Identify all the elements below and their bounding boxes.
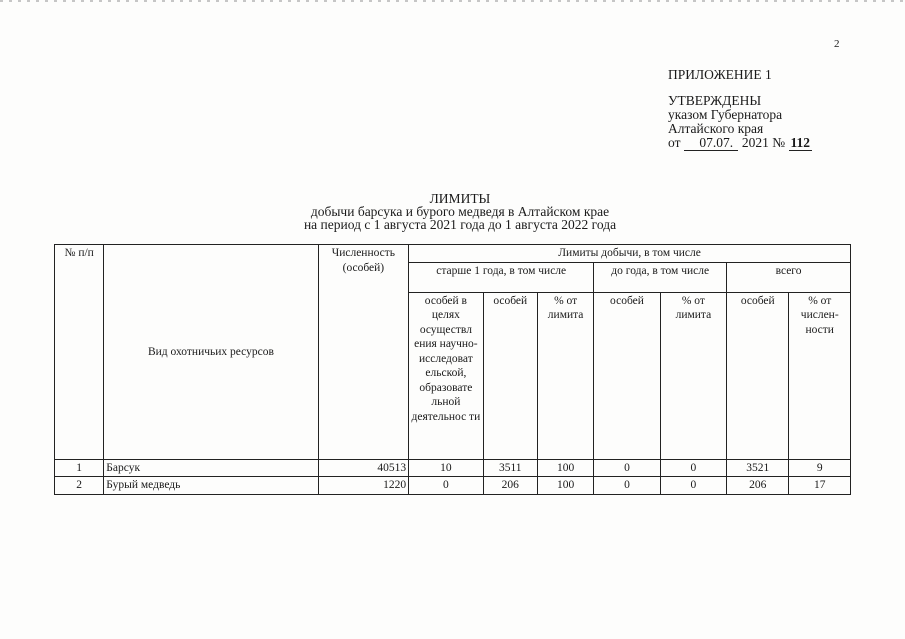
header-total-pct: % от числен-ности [789, 292, 851, 459]
row-name: Барсук [104, 459, 318, 477]
row-population: 40513 [318, 459, 409, 477]
decree-no-sign: № [772, 135, 786, 150]
approved-label: УТВЕРЖДЕНЫ [668, 93, 762, 108]
row-name: Бурый медведь [104, 477, 318, 495]
header-older-pct: % от лимита [537, 292, 593, 459]
header-resource: Вид охотничьих ресурсов [104, 245, 318, 460]
row-research: 10 [409, 459, 483, 477]
decree-year: 2021 [741, 135, 769, 150]
page-number: 2 [834, 38, 840, 50]
row-younger-count: 0 [594, 477, 660, 495]
row-younger-pct: 0 [660, 459, 726, 477]
row-total-count: 3521 [727, 459, 789, 477]
header-younger: до года, в том числе [594, 262, 727, 292]
limits-table [54, 244, 851, 495]
appendix-block [668, 68, 812, 150]
row-older-count: 206 [483, 477, 537, 495]
row-older-pct: 100 [537, 477, 593, 495]
decree-from: от [668, 135, 681, 150]
row-older-pct: 100 [537, 459, 593, 477]
row-num: 2 [55, 477, 104, 495]
row-research: 0 [409, 477, 483, 495]
approved-by-line1: указом Губернатора [668, 107, 783, 122]
row-num: 1 [55, 459, 104, 477]
row-older-count: 3511 [483, 459, 537, 477]
header-row-1 [55, 245, 851, 263]
header-younger-count: особей [594, 292, 660, 459]
row-younger-count: 0 [594, 459, 660, 477]
row-total-pct: 17 [789, 477, 851, 495]
header-total-count: особей [727, 292, 789, 459]
approved-by-line2: Алтайского края [668, 121, 764, 136]
title-line2: добычи барсука и бурого медведя в Алтайском крае [310, 204, 610, 219]
header-research: особей в целях осуществл ения научно-исследоват ельской, образовате льной деятельнос ти [409, 292, 483, 459]
decree-date: 07.07. [684, 135, 739, 151]
title-line3: на период с 1 августа 2021 года до 1 августа 2022 года [303, 217, 617, 232]
header-limits: Лимиты добычи, в том числе [409, 245, 851, 263]
title-line1: ЛИМИТЫ [429, 191, 491, 206]
header-older: старше 1 года, в том числе [409, 262, 594, 292]
appendix-label: ПРИЛОЖЕНИЕ 1 [668, 67, 772, 82]
document-title [240, 192, 680, 231]
row-population: 1220 [318, 477, 409, 495]
table-row [55, 477, 851, 495]
header-younger-pct: % от лимита [660, 292, 726, 459]
row-total-pct: 9 [789, 459, 851, 477]
table-row [55, 459, 851, 477]
decree-number: 112 [790, 135, 811, 150]
decree-line [668, 136, 812, 150]
header-population: Численность (особей) [318, 245, 409, 460]
row-total-count: 206 [727, 477, 789, 495]
header-num: № п/п [55, 245, 104, 460]
scan-artifact [0, 0, 905, 2]
row-younger-pct: 0 [660, 477, 726, 495]
header-total: всего [727, 262, 851, 292]
header-older-count: особей [483, 292, 537, 459]
